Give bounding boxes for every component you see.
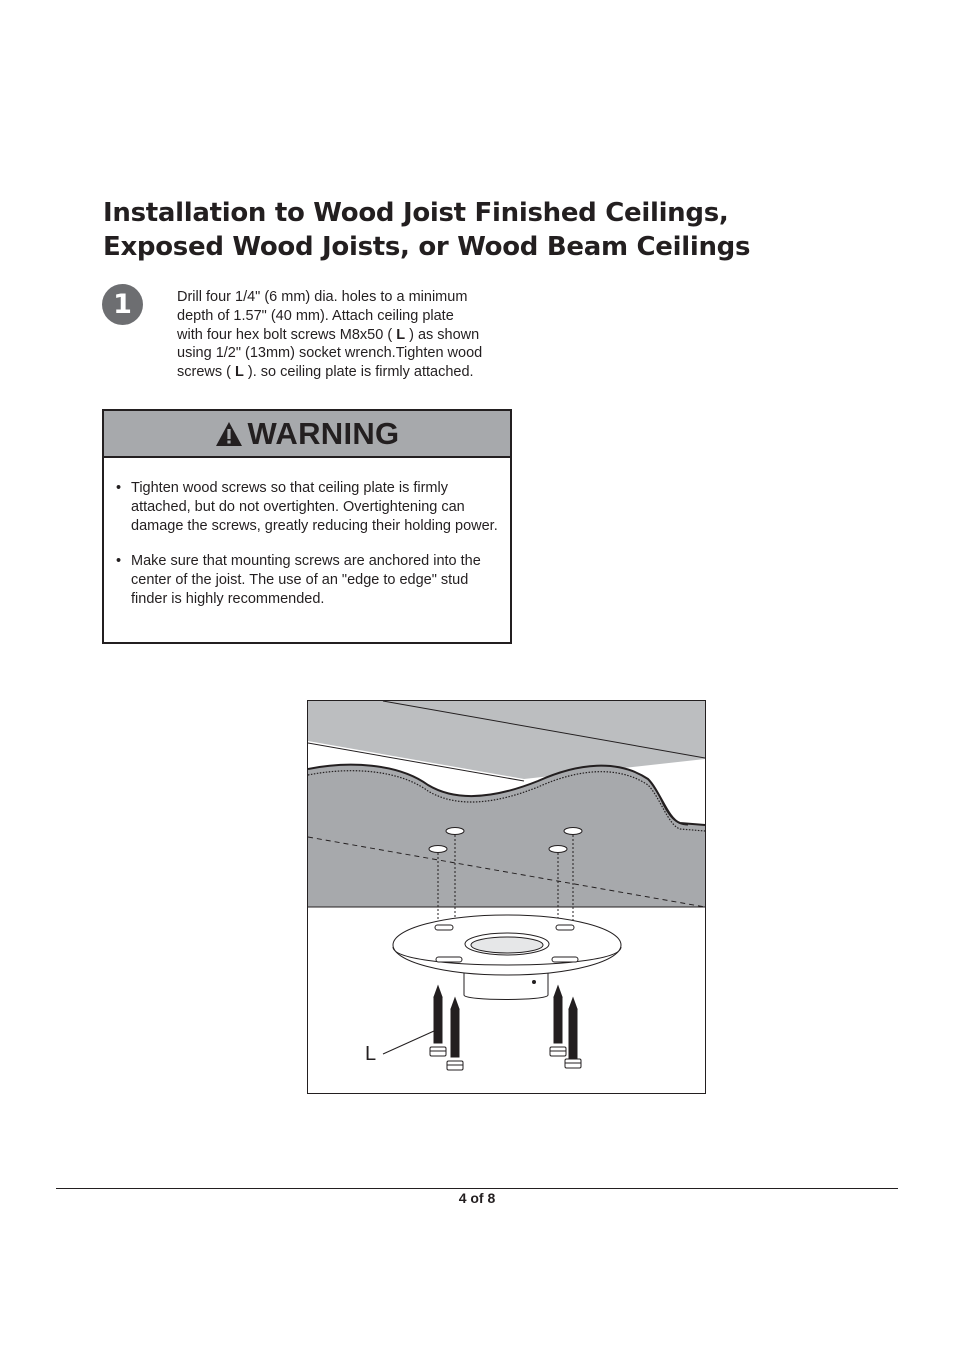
- page-number: 4 of 8: [458, 1190, 496, 1206]
- installation-figure: [307, 700, 706, 1094]
- warning-triangle-icon: [215, 421, 243, 447]
- step-line-3: [177, 326, 517, 345]
- step-line-5-end: ). so ceiling plate is firmly attached.: [247, 364, 474, 381]
- step-line-1: Drill four 1/4" (6 mm) dia. holes to a minimum: [177, 289, 468, 305]
- step-line-3-start: with four hex bolt screws M8x50 (: [177, 326, 393, 343]
- warning-box: [102, 409, 512, 644]
- step-line-4: using 1/2" (13mm) socket wrench.Tighten wood: [177, 345, 483, 362]
- warning-item-2-text: Make sure that mounting screws are anchored into the center of the joist. The use of an "edge to edge" stud finder is highly recommended.: [131, 553, 481, 607]
- footer-divider: [56, 1188, 898, 1189]
- step-line-3-end: ) as shown: [409, 326, 480, 343]
- warning-list: [116, 479, 506, 626]
- warning-label: WARNING: [247, 415, 400, 451]
- step-line-5-start: screws (: [177, 364, 231, 381]
- warning-item-2: [116, 552, 506, 608]
- part-ref-l: L: [396, 326, 406, 343]
- bullet-1: •: [116, 480, 122, 496]
- step-instructions: [177, 288, 517, 382]
- page-title: [103, 196, 750, 264]
- warning-item-1-text: Tighten wood screws so that ceiling plate is firmly attached, but do not overtighten. Overtightening can damage the screws, greatly reducing their holding power.: [131, 480, 498, 534]
- figure-part-label-l: L: [365, 1043, 377, 1065]
- ceiling-plate-installation-illustration: [308, 701, 705, 1093]
- page-title-line-1: Installation to Wood Joist Finished Ceilings,: [103, 198, 729, 228]
- step-line-5: [177, 363, 517, 382]
- part-ref-l-2: L: [235, 364, 244, 381]
- page-title-line-2: Exposed Wood Joists, or Wood Beam Ceilings: [103, 232, 751, 262]
- warning-header: [104, 411, 510, 458]
- step-number-badge: 1: [102, 284, 143, 325]
- step-line-2: depth of 1.57" (40 mm). Attach ceiling plate: [177, 307, 454, 324]
- bullet-2: •: [116, 553, 122, 570]
- warning-item-1: [116, 479, 506, 535]
